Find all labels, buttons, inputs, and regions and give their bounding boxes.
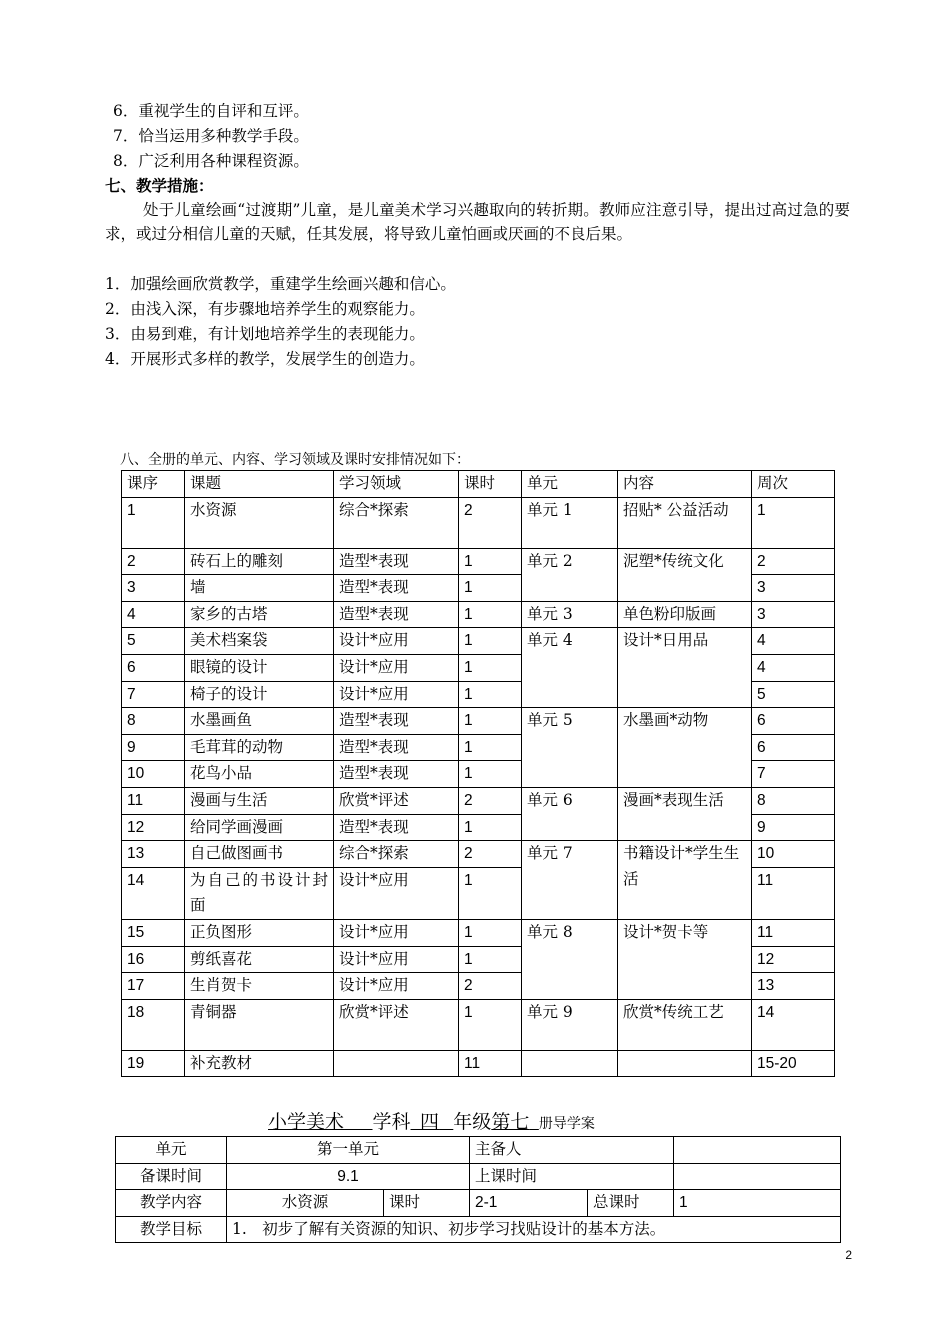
- total-label: 总课时: [588, 1190, 674, 1217]
- cell-week: 10: [752, 841, 835, 868]
- cell-hours: 2: [459, 497, 522, 548]
- cell-hours: 2: [459, 841, 522, 868]
- cell-number: 9: [122, 734, 185, 761]
- column-header: 课序: [122, 471, 185, 498]
- cell-domain: 造型*表现: [334, 761, 459, 788]
- cell-week: 11: [752, 919, 835, 946]
- cell-week: 15-20: [752, 1050, 835, 1077]
- cell-number: 11: [122, 787, 185, 814]
- cell-unit: [522, 1050, 618, 1077]
- table-row: [122, 601, 835, 628]
- column-header: 课时: [459, 471, 522, 498]
- table-row: [122, 497, 835, 548]
- cell-domain: 造型*表现: [334, 601, 459, 628]
- lesson-plan-title: [268, 1110, 595, 1136]
- lesson-plan-table: [115, 1136, 841, 1243]
- table-row: [122, 787, 835, 814]
- table-row: [122, 841, 835, 868]
- cell-week: 4: [752, 628, 835, 655]
- cell-title: 生肖贺卡: [185, 973, 334, 1000]
- cell-hours: 1: [459, 575, 522, 602]
- class-time-label: 上课时间: [470, 1163, 674, 1190]
- cell-title: 毛茸茸的动物: [185, 734, 334, 761]
- column-header: 单元: [522, 471, 618, 498]
- cell-week: 6: [752, 708, 835, 735]
- cell-unit: 单元 1: [522, 497, 618, 548]
- unit-value: 第一单元: [227, 1137, 470, 1164]
- cell-content: 水墨画*动物: [618, 708, 752, 788]
- cell-title: 砖石上的雕刻: [185, 548, 334, 575]
- table-row: [116, 1216, 841, 1243]
- page-number: 2: [845, 1248, 852, 1262]
- cell-title: 家乡的古塔: [185, 601, 334, 628]
- list-item: 6．重视学生的自评和互评。: [113, 102, 309, 120]
- prep-time-value: 9.1: [227, 1163, 470, 1190]
- table-row: [122, 548, 835, 575]
- cell-number: 3: [122, 575, 185, 602]
- cell-content: 单色粉印版画: [618, 601, 752, 628]
- cell-hours: 1: [459, 628, 522, 655]
- table-row: [122, 628, 835, 655]
- cell-hours: 1: [459, 708, 522, 735]
- cell-domain: 设计*应用: [334, 654, 459, 681]
- cell-number: 2: [122, 548, 185, 575]
- cell-unit: 单元 4: [522, 628, 618, 708]
- cell-domain: 造型*表现: [334, 708, 459, 735]
- cell-week: 13: [752, 973, 835, 1000]
- cell-week: 11: [752, 867, 835, 919]
- cell-hours: 1: [459, 681, 522, 708]
- cell-number: 16: [122, 946, 185, 973]
- list-item: 3．由易到难，有计划地培养学生的表现能力。: [105, 325, 425, 343]
- cell-week: 5: [752, 681, 835, 708]
- cell-hours: 1: [459, 999, 522, 1050]
- table-row: [122, 708, 835, 735]
- table-row: [122, 919, 835, 946]
- table-row: [116, 1163, 841, 1190]
- cell-unit: 单元 7: [522, 841, 618, 920]
- cell-title: 漫画与生活: [185, 787, 334, 814]
- cell-number: 10: [122, 761, 185, 788]
- title-word: 册导学案: [538, 1116, 595, 1132]
- cell-hours: 1: [459, 548, 522, 575]
- cell-content: [618, 1050, 752, 1077]
- cell-number: 18: [122, 999, 185, 1050]
- cell-title: 墙: [185, 575, 334, 602]
- cell-unit: 单元 5: [522, 708, 618, 788]
- cell-week: 8: [752, 787, 835, 814]
- cell-domain: 欣赏*评述: [334, 999, 459, 1050]
- cell-hours: 2: [459, 787, 522, 814]
- cell-number: 5: [122, 628, 185, 655]
- cell-week: 2: [752, 548, 835, 575]
- cell-title: 椅子的设计: [185, 681, 334, 708]
- cell-number: 7: [122, 681, 185, 708]
- column-header: 内容: [618, 471, 752, 498]
- cell-hours: 1: [459, 654, 522, 681]
- cell-week: 3: [752, 601, 835, 628]
- cell-number: 13: [122, 841, 185, 868]
- title-word: 年级: [453, 1111, 492, 1133]
- cell-content: 泥塑*传统文化: [618, 548, 752, 601]
- cell-content: 漫画*表现生活: [618, 787, 752, 840]
- cell-hours: 1: [459, 919, 522, 946]
- volume-value: 第七: [491, 1111, 530, 1133]
- cell-week: 14: [752, 999, 835, 1050]
- cell-title: 眼镜的设计: [185, 654, 334, 681]
- subject-name: 小学美术: [268, 1111, 345, 1133]
- cell-hours: 1: [459, 761, 522, 788]
- content-label: 教学内容: [116, 1190, 227, 1217]
- cell-domain: 设计*应用: [334, 681, 459, 708]
- cell-domain: 设计*应用: [334, 628, 459, 655]
- cell-title: 给同学画漫画: [185, 814, 334, 841]
- table-row: [116, 1190, 841, 1217]
- unit-label: 单元: [116, 1137, 227, 1164]
- cell-week: 12: [752, 946, 835, 973]
- cell-week: 1: [752, 497, 835, 548]
- cell-title: 补充教材: [185, 1050, 334, 1077]
- cell-number: 14: [122, 867, 185, 919]
- cell-hours: 1: [459, 867, 522, 919]
- cell-number: 1: [122, 497, 185, 548]
- cell-hours: 2: [459, 973, 522, 1000]
- cell-title: 水墨画鱼: [185, 708, 334, 735]
- cell-title: 美术档案袋: [185, 628, 334, 655]
- cell-content: 设计*日用品: [618, 628, 752, 708]
- schedule-table: [121, 470, 835, 1077]
- cell-domain: 造型*表现: [334, 814, 459, 841]
- cell-domain: 造型*表现: [334, 575, 459, 602]
- list-item: 4．开展形式多样的教学，发展学生的创造力。: [105, 350, 425, 368]
- cell-unit: 单元 6: [522, 787, 618, 840]
- cell-number: 19: [122, 1050, 185, 1077]
- cell-title: 自己做图画书: [185, 841, 334, 868]
- cell-number: 17: [122, 973, 185, 1000]
- column-header: 周次: [752, 471, 835, 498]
- cell-domain: 设计*应用: [334, 867, 459, 919]
- cell-number: 12: [122, 814, 185, 841]
- cell-domain: [334, 1050, 459, 1077]
- cell-title: 正负图形: [185, 919, 334, 946]
- content-value: 水资源: [227, 1190, 384, 1217]
- list-item: 2．由浅入深，有步骤地培养学生的观察能力。: [105, 300, 425, 318]
- cell-hours: 11: [459, 1050, 522, 1077]
- section-paragraph: 处于儿童绘画“过渡期”儿童，是儿童美术学习兴趣取向的转折期。教师应注意引导，提出过高过急的要求，或过分相信儿童的天赋，任其发展，将导致儿童怕画或厌画的不良后果。: [105, 201, 850, 243]
- cell-content: 设计*贺卡等: [618, 919, 752, 999]
- column-header: 学习领域: [334, 471, 459, 498]
- cell-domain: 综合*探索: [334, 841, 459, 868]
- grade-value: 四: [420, 1111, 440, 1133]
- cell-domain: 综合*探索: [334, 497, 459, 548]
- cell-domain: 设计*应用: [334, 973, 459, 1000]
- list-item: 1．加强绘画欣赏教学，重建学生绘画兴趣和信心。: [105, 275, 456, 293]
- table-header-row: [122, 471, 835, 498]
- cell-domain: 设计*应用: [334, 946, 459, 973]
- cell-content: 书籍设计*学生生活: [618, 841, 752, 920]
- cell-number: 4: [122, 601, 185, 628]
- cell-week: 4: [752, 654, 835, 681]
- total-value: 1: [674, 1190, 841, 1217]
- cell-hours: 1: [459, 814, 522, 841]
- cell-week: 9: [752, 814, 835, 841]
- table-caption: 八、全册的单元、内容、学习领域及课时安排情况如下：: [120, 452, 470, 468]
- cell-number: 6: [122, 654, 185, 681]
- cell-unit: 单元 9: [522, 999, 618, 1050]
- goal-label: 教学目标: [116, 1216, 227, 1243]
- cell-number: 8: [122, 708, 185, 735]
- list-item: 7．恰当运用多种教学手段。: [113, 127, 309, 145]
- cell-unit: 单元 8: [522, 919, 618, 999]
- column-header: 课题: [185, 471, 334, 498]
- cell-domain: 造型*表现: [334, 548, 459, 575]
- cell-title: 水资源: [185, 497, 334, 548]
- list-item: 8．广泛利用各种课程资源。: [113, 152, 309, 170]
- table-row: [122, 1050, 835, 1077]
- prep-time-label: 备课时间: [116, 1163, 227, 1190]
- cell-hours: 1: [459, 601, 522, 628]
- period-value: 2-1: [470, 1190, 588, 1217]
- preparer-value: [674, 1137, 841, 1164]
- cell-title: 为自己的书设计封面: [185, 867, 334, 919]
- cell-unit: 单元 3: [522, 601, 618, 628]
- cell-title: 剪纸喜花: [185, 946, 334, 973]
- goal-value: 1. 初步了解有关资源的知识、初步学习找贴设计的基本方法。: [227, 1216, 841, 1243]
- cell-week: 3: [752, 575, 835, 602]
- cell-domain: 造型*表现: [334, 734, 459, 761]
- period-label: 课时: [384, 1190, 470, 1217]
- cell-unit: 单元 2: [522, 548, 618, 601]
- cell-domain: 欣赏*评述: [334, 787, 459, 814]
- cell-hours: 1: [459, 734, 522, 761]
- preparer-label: 主备人: [470, 1137, 674, 1164]
- title-word: 学科: [372, 1111, 411, 1133]
- cell-week: 6: [752, 734, 835, 761]
- cell-title: 花鸟小品: [185, 761, 334, 788]
- class-time-value: [674, 1163, 841, 1190]
- cell-hours: 1: [459, 946, 522, 973]
- table-row: [116, 1137, 841, 1164]
- cell-content: 招贴* 公益活动: [618, 497, 752, 548]
- cell-week: 7: [752, 761, 835, 788]
- cell-content: 欣赏*传统工艺: [618, 999, 752, 1050]
- cell-title: 青铜器: [185, 999, 334, 1050]
- table-row: [122, 999, 835, 1050]
- cell-number: 15: [122, 919, 185, 946]
- cell-domain: 设计*应用: [334, 919, 459, 946]
- section-heading: 七、教学措施：: [105, 176, 214, 195]
